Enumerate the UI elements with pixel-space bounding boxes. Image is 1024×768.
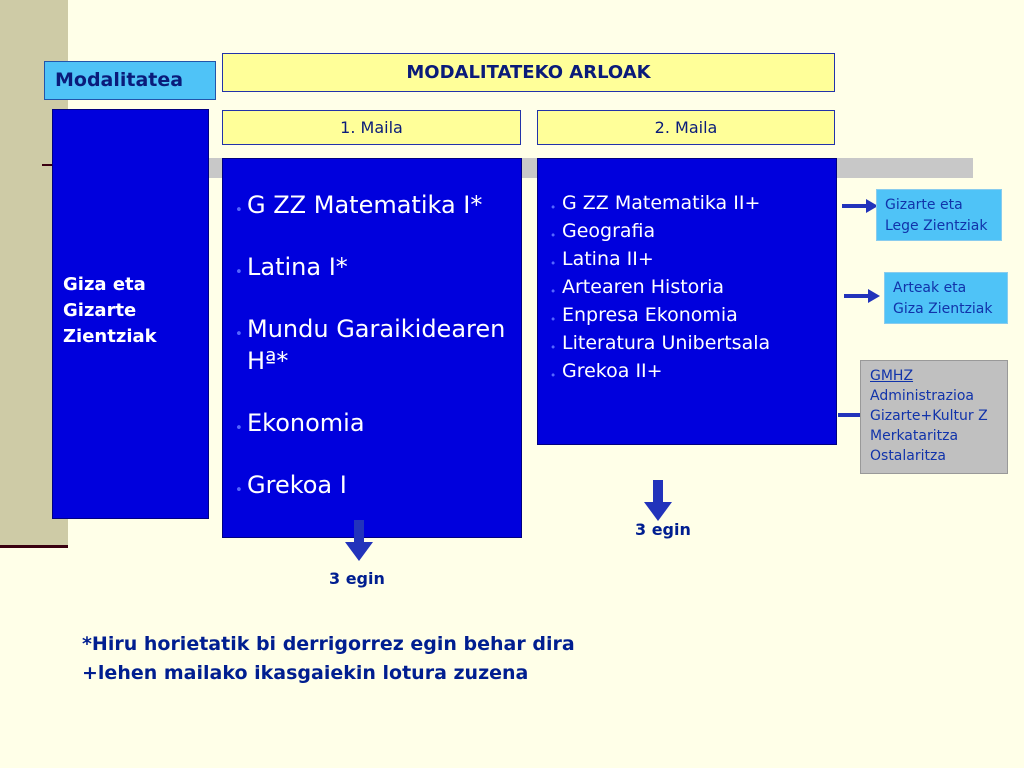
outcome-line: Merkataritza: [870, 428, 959, 444]
arloak-title: MODALITATEKO ARLOAK: [222, 53, 835, 92]
modality-name-line: Zientziak: [63, 326, 157, 347]
down-arrow-icon: [344, 520, 374, 562]
horizontal-rule-bottom: [0, 545, 68, 548]
footnote-required: *Hiru horietatik bi derrigorrez egin behar dira: [82, 633, 575, 655]
outcome-line: Administrazioa: [870, 388, 975, 404]
outcome-box-social-legal: [876, 189, 1002, 241]
outcome-title: GMHZ: [870, 368, 914, 384]
subject-item: • Latina I*: [235, 251, 515, 283]
outcome-line: Arteak eta: [893, 280, 967, 296]
subject-item: • Geografia: [550, 217, 830, 245]
down-arrow-icon: [643, 480, 673, 522]
maila1-subject-list: [235, 189, 515, 501]
subject-item: • Latina II+: [550, 245, 830, 273]
modality-name-line: Gizarte: [63, 300, 137, 321]
egin-label-maila2: 3 egin: [635, 520, 691, 539]
subject-item: • Grekoa II+: [550, 357, 830, 385]
modalitatea-label: Modalitatea: [44, 61, 216, 100]
subject-item: • Artearen Historia: [550, 273, 830, 301]
subject-item: • Ekonomia: [235, 407, 515, 439]
maila2-label: 2. Maila: [537, 110, 835, 145]
maila1-subjects-box: [222, 158, 522, 538]
right-arrow-icon: [842, 286, 882, 306]
outcome-line: Lege Zientziak: [885, 218, 988, 234]
outcome-line: Giza Zientziak: [893, 301, 993, 317]
subject-item: • G ZZ Matematika II+: [550, 189, 830, 217]
maila1-label: 1. Maila: [222, 110, 521, 145]
outcome-box-gmhz: [860, 360, 1008, 474]
subject-item: • Grekoa I: [235, 469, 515, 501]
egin-label-maila1: 3 egin: [329, 569, 385, 588]
right-arrow-icon: [840, 196, 880, 216]
subject-item: • Mundu Garaikidearen Hª*: [235, 313, 515, 377]
outcome-line: Gizarte eta: [885, 197, 963, 213]
modality-name-line: Giza eta: [63, 274, 146, 295]
subject-item: • Enpresa Ekonomia: [550, 301, 830, 329]
outcome-box-arts-humanities: [884, 272, 1008, 324]
maila2-subjects-box: [537, 158, 837, 445]
outcome-line: Ostalaritza: [870, 448, 946, 464]
outcome-line: Gizarte+Kultur Z: [870, 408, 988, 424]
subject-item: • Literatura Unibertsala: [550, 329, 830, 357]
maila2-subject-list: [550, 189, 830, 385]
modality-name-box: [52, 109, 209, 519]
subject-item: • G ZZ Matematika I*: [235, 189, 515, 221]
footnote-linked: +lehen mailako ikasgaiekin lotura zuzena: [82, 662, 529, 684]
